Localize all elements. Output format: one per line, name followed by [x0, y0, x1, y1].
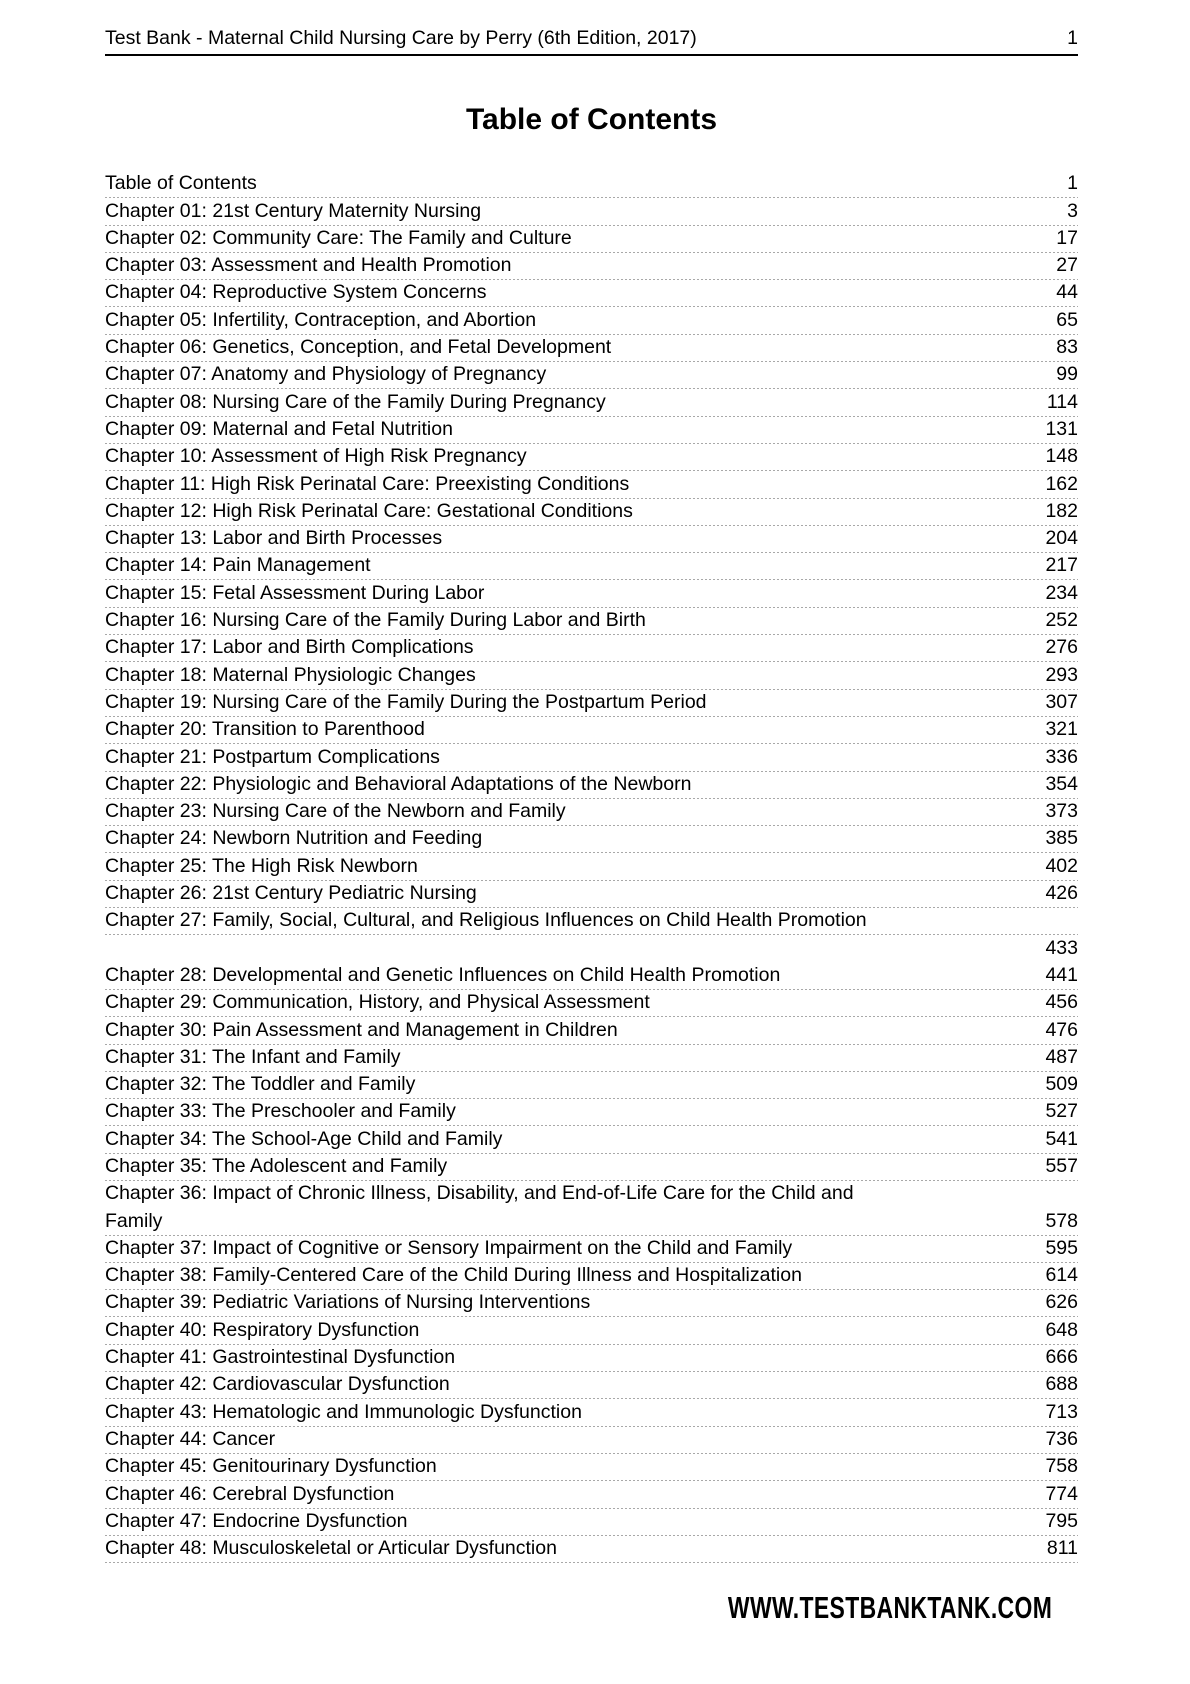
toc-entry-page: 276 — [1045, 636, 1078, 659]
toc-entry-label: Chapter 22: Physiologic and Behavioral Adaptations of the Newborn — [105, 772, 692, 795]
toc-entry-label: Chapter 06: Genetics, Conception, and Fetal Development — [105, 336, 612, 359]
toc-entry-page: 557 — [1045, 1154, 1078, 1177]
toc-entry-page: 307 — [1045, 690, 1078, 713]
toc-row — [105, 171, 1078, 198]
toc-row — [105, 253, 1078, 280]
toc-entry-page: 217 — [1045, 554, 1078, 577]
toc-entry-page: 426 — [1045, 882, 1078, 905]
toc-entry-page: 336 — [1045, 745, 1078, 768]
toc-row — [105, 1372, 1078, 1399]
toc-row — [105, 990, 1078, 1017]
toc-entry-label: Chapter 37: Impact of Cognitive or Sensory Impairment on the Child and Family — [105, 1236, 793, 1259]
toc-row — [105, 1099, 1078, 1126]
page-title: Table of Contents — [465, 103, 718, 136]
toc-entry-page: 527 — [1045, 1100, 1078, 1123]
toc-entry-page: 83 — [1056, 336, 1078, 359]
toc-entry-label: Chapter 14: Pain Management — [105, 554, 371, 577]
toc-entry-page: 148 — [1045, 445, 1078, 468]
toc-entry-page: 713 — [1045, 1400, 1078, 1423]
toc-row — [105, 362, 1078, 389]
toc-entry-label: Chapter 11: High Risk Perinatal Care: Preexisting Conditions — [105, 472, 630, 495]
toc-entry-page: 252 — [1045, 609, 1078, 632]
toc-row — [105, 935, 1078, 962]
toc-entry-page: 433 — [1045, 936, 1078, 959]
toc-entry-page: 182 — [1045, 499, 1078, 522]
toc-row — [105, 1427, 1078, 1454]
toc-entry-label: Chapter 17: Labor and Birth Complications — [105, 636, 474, 659]
toc-entry-page: 595 — [1045, 1236, 1078, 1259]
toc-row — [105, 1126, 1078, 1153]
toc-row — [105, 1072, 1078, 1099]
toc-entry-label: Chapter 13: Labor and Birth Processes — [105, 527, 443, 550]
toc-entry-label: Chapter 26: 21st Century Pediatric Nursing — [105, 882, 477, 905]
toc-row — [105, 608, 1078, 635]
toc-entry-label: Chapter 39: Pediatric Variations of Nursing Interventions — [105, 1291, 591, 1314]
toc-row — [105, 1399, 1078, 1426]
toc-row — [105, 417, 1078, 444]
toc-entry-label: Chapter 05: Infertility, Contraception, and Abortion — [105, 308, 537, 331]
toc-entry-label: Chapter 01: 21st Century Maternity Nursing — [105, 199, 482, 222]
toc-entry-label: Chapter 33: The Preschooler and Family — [105, 1100, 456, 1123]
toc-entry-page: 736 — [1045, 1427, 1078, 1450]
toc-entry-page: 441 — [1045, 963, 1078, 986]
toc-entry-label: Chapter 44: Cancer — [105, 1427, 276, 1450]
toc-entry-page: 758 — [1045, 1455, 1078, 1478]
toc-row — [105, 1181, 1078, 1208]
toc-entry-page: 3 — [1067, 199, 1078, 222]
toc-entry-page: 27 — [1056, 254, 1078, 277]
toc-entry-label: Table of Contents — [105, 172, 257, 195]
toc-entry-page: 99 — [1056, 363, 1078, 386]
toc-row — [105, 717, 1078, 744]
toc-row — [105, 635, 1078, 662]
toc-entry-page: 811 — [1046, 1537, 1078, 1560]
toc-row — [105, 1536, 1078, 1563]
toc-entry-label: Chapter 42: Cardiovascular Dysfunction — [105, 1373, 450, 1396]
toc-entry-label: Chapter 19: Nursing Care of the Family During the Postpartum Period — [105, 690, 707, 713]
toc-row — [105, 1317, 1078, 1344]
toc-row — [105, 881, 1078, 908]
toc-entry-page: 1 — [1067, 172, 1078, 195]
toc-entry-label: Chapter 10: Assessment of High Risk Pregnancy — [105, 445, 527, 468]
toc-entry-page: 373 — [1045, 800, 1078, 823]
toc-row — [105, 553, 1078, 580]
toc-entry-label: Chapter 28: Developmental and Genetic Influences on Child Health Promotion — [105, 963, 781, 986]
toc-entry-page: 578 — [1045, 1209, 1078, 1232]
toc-entry-label: Chapter 45: Genitourinary Dysfunction — [105, 1455, 437, 1478]
toc-entry-page: 688 — [1045, 1373, 1078, 1396]
toc-entry-page: 293 — [1045, 663, 1078, 686]
toc-row — [105, 1263, 1078, 1290]
toc-entry-label: Chapter 48: Musculoskeletal or Articular Dysfunction — [105, 1537, 557, 1560]
toc-entry-page: 44 — [1056, 281, 1078, 304]
toc-entry-label: Chapter 36: Impact of Chronic Illness, Disability, and End-of-Life Care for the Child and — [105, 1182, 854, 1205]
toc-row — [105, 1208, 1078, 1235]
toc-row — [105, 580, 1078, 607]
toc-entry-page: 385 — [1045, 827, 1078, 850]
toc-entry-label: Chapter 03: Assessment and Health Promotion — [105, 254, 512, 277]
toc-entry-label: Chapter 07: Anatomy and Physiology of Pregnancy — [105, 363, 547, 386]
toc-row — [105, 963, 1078, 990]
toc-entry-page: 321 — [1045, 718, 1078, 741]
toc-row — [105, 307, 1078, 334]
toc-row — [105, 1509, 1078, 1536]
toc-entry-page: 114 — [1046, 390, 1078, 413]
toc-row — [105, 335, 1078, 362]
toc-row — [105, 662, 1078, 689]
toc-entry-label: Chapter 08: Nursing Care of the Family During Pregnancy — [105, 390, 606, 413]
toc-entry-page: 402 — [1045, 854, 1078, 877]
toc-entry-page: 509 — [1045, 1073, 1078, 1096]
toc-row — [105, 826, 1078, 853]
toc-row — [105, 499, 1078, 526]
toc-row — [105, 1154, 1078, 1181]
toc-entry-label: Chapter 43: Hematologic and Immunologic Dysfunction — [105, 1400, 582, 1423]
toc-entry-label: Chapter 20: Transition to Parenthood — [105, 718, 425, 741]
toc-entry-label: Chapter 40: Respiratory Dysfunction — [105, 1318, 420, 1341]
toc-entry-page: 487 — [1045, 1045, 1078, 1068]
toc-row — [105, 226, 1078, 253]
toc-entry-label: Chapter 32: The Toddler and Family — [105, 1073, 416, 1096]
toc-entry-label: Chapter 04: Reproductive System Concerns — [105, 281, 487, 304]
toc-row — [105, 444, 1078, 471]
toc-entry-page: 456 — [1045, 991, 1078, 1014]
toc-row — [105, 908, 1078, 935]
header-title: Test Bank - Maternal Child Nursing Care by Perry (6th Edition, 2017) — [105, 27, 697, 49]
toc-row — [105, 1481, 1078, 1508]
toc-entry-label: Chapter 25: The High Risk Newborn — [105, 854, 418, 877]
toc-entry-page: 774 — [1045, 1482, 1078, 1505]
toc-entry-label: Chapter 46: Cerebral Dysfunction — [105, 1482, 395, 1505]
toc-entry-label: Chapter 16: Nursing Care of the Family During Labor and Birth — [105, 609, 646, 632]
toc-entry-label: Chapter 12: High Risk Perinatal Care: Gestational Conditions — [105, 499, 633, 522]
toc-entry-page: 648 — [1045, 1318, 1078, 1341]
toc-entry-label: Chapter 29: Communication, History, and Physical Assessment — [105, 991, 650, 1014]
toc-row — [105, 744, 1078, 771]
toc-entry-page: 354 — [1045, 772, 1078, 795]
toc-row — [105, 1345, 1078, 1372]
toc-row — [105, 280, 1078, 307]
toc-entry-label: Chapter 24: Newborn Nutrition and Feeding — [105, 827, 483, 850]
toc-row — [105, 690, 1078, 717]
header-page-number: 1 — [1067, 27, 1078, 49]
toc-entry-page: 65 — [1056, 308, 1078, 331]
toc-entry-label: Chapter 09: Maternal and Fetal Nutrition — [105, 417, 453, 440]
toc-entry-label: Chapter 47: Endocrine Dysfunction — [105, 1509, 408, 1532]
toc-entry-label: Chapter 34: The School-Age Child and Family — [105, 1127, 503, 1150]
toc-row — [105, 853, 1078, 880]
toc-row — [105, 1290, 1078, 1317]
toc-row — [105, 471, 1078, 498]
toc-entry-page: 666 — [1045, 1346, 1078, 1369]
toc-entry-label: Chapter 38: Family-Centered Care of the Child During Illness and Hospitalization — [105, 1264, 802, 1287]
toc-row — [105, 1454, 1078, 1481]
toc-row — [105, 1045, 1078, 1072]
toc-entry-page: 162 — [1045, 472, 1078, 495]
toc-entry-label: Chapter 18: Maternal Physiologic Changes — [105, 663, 476, 686]
toc-row — [105, 389, 1078, 416]
toc-row — [105, 772, 1078, 799]
page-header — [105, 27, 1078, 56]
table-of-contents — [105, 171, 1078, 1563]
toc-entry-label: Chapter 02: Community Care: The Family and Culture — [105, 226, 572, 249]
toc-entry-label: Chapter 35: The Adolescent and Family — [105, 1154, 448, 1177]
toc-entry-label: Chapter 15: Fetal Assessment During Labor — [105, 581, 485, 604]
toc-row — [105, 799, 1078, 826]
toc-entry-page: 614 — [1045, 1264, 1078, 1287]
toc-entry-label: Chapter 31: The Infant and Family — [105, 1045, 401, 1068]
toc-row — [105, 1236, 1078, 1263]
toc-entry-label: Family — [105, 1209, 163, 1232]
toc-entry-label: Chapter 21: Postpartum Complications — [105, 745, 440, 768]
toc-entry-page: 131 — [1045, 417, 1078, 440]
toc-entry-page: 626 — [1045, 1291, 1078, 1314]
footer-website: WWW.TESTBANKTANK.COM — [727, 1590, 1052, 1625]
toc-entry-label: Chapter 41: Gastrointestinal Dysfunction — [105, 1346, 456, 1369]
toc-entry-page: 476 — [1045, 1018, 1078, 1041]
toc-entry-label: Chapter 30: Pain Assessment and Management in Children — [105, 1018, 618, 1041]
toc-entry-label: Chapter 23: Nursing Care of the Newborn and Family — [105, 800, 566, 823]
toc-entry-label: Chapter 27: Family, Social, Cultural, and Religious Influences on Child Health Promotion — [105, 909, 867, 932]
toc-entry-page: 234 — [1045, 581, 1078, 604]
toc-entry-page: 204 — [1045, 527, 1078, 550]
toc-entry-page: 795 — [1045, 1509, 1078, 1532]
toc-row — [105, 198, 1078, 225]
toc-entry-page: 541 — [1045, 1127, 1078, 1150]
toc-entry-page: 17 — [1056, 226, 1078, 249]
toc-row — [105, 526, 1078, 553]
toc-row — [105, 1017, 1078, 1044]
